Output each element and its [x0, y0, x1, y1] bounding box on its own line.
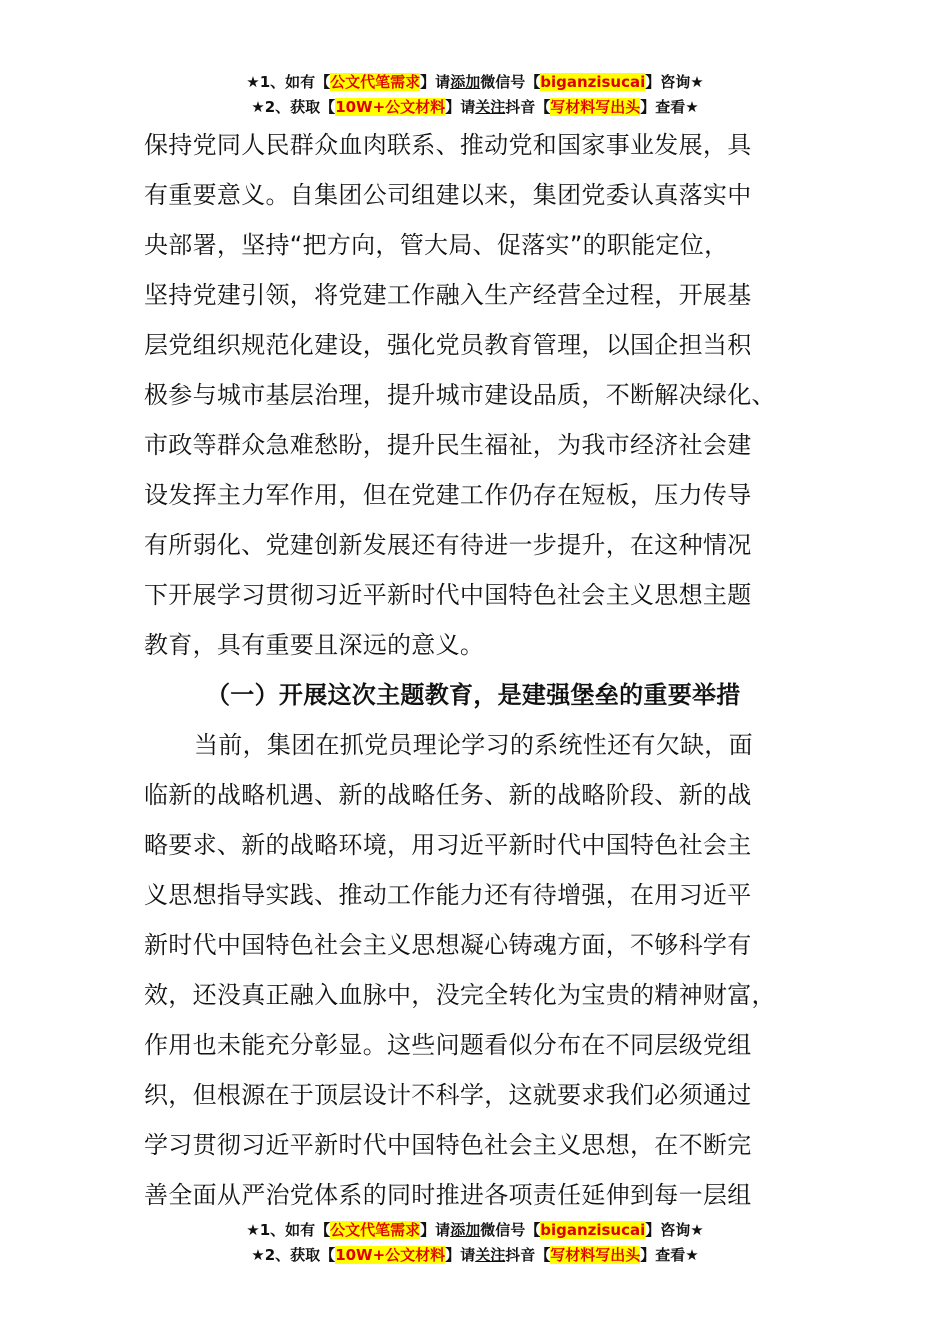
banner-text: ★1、如有【 [246, 1221, 331, 1239]
banner-text: 】查看★ [640, 98, 699, 116]
body-line: 坚持党建引领，将党建工作融入生产经营全过程，开展基 [144, 281, 752, 309]
section-heading: （一）开展这次主题教育，是建强堡垒的重要举措 [206, 681, 741, 709]
body-line: 织，但根源在于顶层设计不科学，这就要求我们必须通过 [144, 1081, 752, 1109]
banner-highlight: 公文代笔需求 [330, 1221, 421, 1239]
body-line: 略要求、新的战略环境，用习近平新时代中国特色社会主 [144, 831, 752, 859]
body-line: 当前，集团在抓党员理论学习的系统性还有欠缺，面 [194, 731, 753, 759]
bottom-banner [0, 1218, 950, 1268]
banner-text: ★2、获取【 [251, 1246, 336, 1264]
banner-highlight: biganzisucai [540, 1221, 646, 1239]
banner-text: 】请 [445, 1246, 476, 1264]
banner-highlight: 写材料写出头 [550, 1246, 641, 1264]
body-line: 下开展学习贯彻习近平新时代中国特色社会主义思想主题 [144, 581, 752, 609]
banner-text: 微信号【 [480, 73, 541, 91]
body-line: 设发挥主力军作用，但在党建工作仍存在短板，压力传导 [144, 481, 752, 509]
banner-underline: 关注 [475, 98, 506, 116]
banner-highlight: 写材料写出头 [550, 98, 641, 116]
banner-highlight: 公文代笔需求 [330, 73, 421, 91]
body-line: 有所弱化、党建创新发展还有待进一步提升，在这种情况 [144, 531, 752, 559]
banner-line-2 [0, 1243, 950, 1268]
banner-text: 】请 [445, 98, 476, 116]
body-line: 市政等群众急难愁盼，提升民生福祉，为我市经济社会建 [144, 431, 752, 459]
body-line: 临新的战略机遇、新的战略任务、新的战略阶段、新的战 [144, 781, 752, 809]
banner-line-2 [0, 95, 950, 120]
banner-line-1 [0, 70, 950, 95]
banner-text: 】请 [420, 73, 451, 91]
body-line: 作用也未能充分彰显。这些问题看似分布在不同层级党组 [144, 1031, 752, 1059]
top-banner [0, 70, 950, 120]
body-line: 新时代中国特色社会主义思想凝心铸魂方面，不够科学有 [144, 931, 752, 959]
body-line: 教育，具有重要且深远的意义。 [144, 631, 485, 659]
body-line: 央部署，坚持“把方向，管大局、促落实”的职能定位， [144, 231, 729, 259]
banner-underline: 添加 [450, 1221, 481, 1239]
banner-underline: 添加 [450, 73, 481, 91]
banner-text: 微信号【 [480, 1221, 541, 1239]
banner-highlight: 10W+公文材料 [335, 1246, 446, 1264]
document-body [144, 120, 804, 1220]
banner-highlight: 10W+公文材料 [335, 98, 446, 116]
body-line: 层党组织规范化建设，强化党员教育管理，以国企担当积 [144, 331, 752, 359]
body-line: 义思想指导实践、推动工作能力还有待增强，在用习近平 [144, 881, 752, 909]
banner-highlight: biganzisucai [540, 73, 646, 91]
banner-text: 】咨询★ [645, 73, 704, 91]
banner-text: 】查看★ [640, 1246, 699, 1264]
banner-text: 】咨询★ [645, 1221, 704, 1239]
body-line: 有重要意义。自集团公司组建以来，集团党委认真落实中 [144, 181, 752, 209]
body-line: 保持党同人民群众血肉联系、推动党和国家事业发展，具 [144, 131, 752, 159]
body-line: 极参与城市基层治理，提升城市建设品质，不断解决绿化、 [144, 381, 776, 409]
banner-text: 抖音【 [505, 1246, 551, 1264]
banner-line-1 [0, 1218, 950, 1243]
banner-text: ★1、如有【 [246, 73, 331, 91]
banner-text: 抖音【 [505, 98, 551, 116]
body-line: 效，还没真正融入血脉中，没完全转化为宝贵的精神财富， [144, 981, 776, 1009]
body-line: 善全面从严治党体系的同时推进各项责任延伸到每一层组 [144, 1181, 752, 1209]
banner-underline: 关注 [475, 1246, 506, 1264]
banner-text: 】请 [420, 1221, 451, 1239]
banner-text: ★2、获取【 [251, 98, 336, 116]
body-line: 学习贯彻习近平新时代中国特色社会主义思想，在不断完 [144, 1131, 752, 1159]
